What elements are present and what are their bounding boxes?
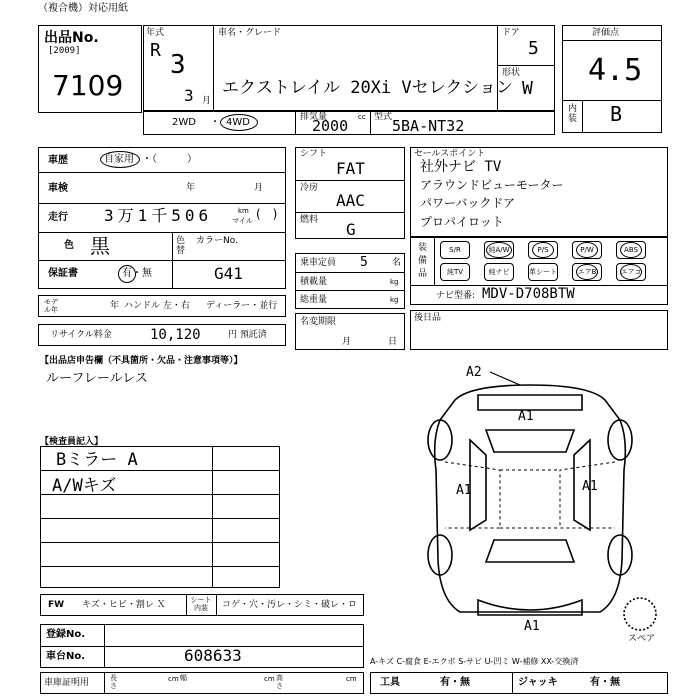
equip-ps: P/S [528, 241, 558, 259]
navi-label: ナビ型番: [436, 291, 476, 301]
recycle-label: リサイクル料金 [50, 330, 112, 340]
shape-value: W [522, 78, 533, 99]
sales-line-1: 社外ナビ TV [420, 159, 502, 175]
cert-unit-1: cm [168, 675, 179, 683]
inspector-line-2: A/Wキズ [52, 476, 117, 496]
drive-2wd: 2WD [172, 117, 196, 128]
cert-label: 車庫証明用 [44, 678, 90, 688]
ac-label: 冷房 [300, 183, 319, 193]
load-label: 積載量 [300, 277, 328, 287]
type-label: 型式 [374, 112, 393, 122]
load-unit: kg [390, 278, 399, 286]
color-code: G41 [214, 264, 243, 283]
displacement-label: 排気量 [300, 112, 328, 122]
mileage-value: 3万1千506 [104, 206, 213, 225]
equip-leather: 革シート [528, 263, 558, 281]
year-era: R [150, 40, 161, 61]
color-code-label: カラーNo. [196, 236, 238, 246]
lot-year-tag: [2009] [48, 46, 81, 56]
recycle-unit: 円 預託済 [228, 330, 267, 340]
displacement-value: 2000 [312, 117, 349, 135]
sales-line-4: プロパイロット [420, 215, 504, 229]
mark-a1-right: A1 [582, 479, 598, 494]
color-value: 黒 [90, 234, 110, 258]
form-title: （複合機）対応用紙 [38, 3, 128, 14]
equip-navi: 純ナビ [484, 263, 514, 281]
capacity-value: 5 [360, 255, 368, 270]
displacement-unit: cc [358, 113, 366, 121]
equipment-label: 装備品 [418, 243, 428, 279]
inspection-label: 車検 [48, 183, 68, 194]
chassis-label: 車台No. [46, 651, 86, 662]
fuel-label: 燃料 [300, 215, 319, 225]
warranty-label: 保証書 [48, 268, 78, 279]
model-year-unit: 年 [110, 301, 120, 311]
capacity-unit: 名 [392, 258, 402, 268]
change-date-day: 日 [388, 337, 398, 347]
equip-aircon: エアコ [616, 263, 646, 281]
spare-label: スペア [628, 634, 656, 644]
notes-label: 後日品 [414, 313, 442, 323]
lot-label: 出品No. [44, 30, 99, 46]
equip-airbag: エアB [572, 263, 602, 281]
repaint-label: 色替 [176, 236, 186, 256]
change-date-label: 名変期限 [300, 317, 337, 327]
shift-value: FAT [336, 159, 365, 178]
mileage-mile: マイル [232, 217, 253, 225]
history-value: 自家用 [104, 154, 134, 165]
interior-label: 内装 [568, 104, 578, 124]
fuel-value: G [346, 220, 356, 239]
inspector-line-1: Bミラー A [56, 450, 138, 470]
door-value: 5 [528, 38, 539, 59]
navi-value: MDV-D708BTW [482, 286, 575, 302]
recycle-value: 10,120 [150, 327, 201, 343]
cert-width: 幅 [180, 674, 187, 682]
seat-label: シート内装 [190, 596, 212, 612]
registration-label: 登録No. [46, 629, 86, 640]
seller-notes-label: 【出品店申告欄（不具箇所・欠品・注意事項等）】 [40, 356, 243, 366]
mark-a1-left: A1 [456, 483, 472, 498]
shape-label: 形状 [502, 68, 521, 78]
seller-notes-text: ルーフレールレス [46, 371, 148, 386]
lot-number: 7109 [52, 69, 124, 102]
capacity-label: 乗車定員 [300, 258, 337, 268]
model-label: 車名・グレード [218, 28, 282, 38]
equip-pw: P/W [572, 241, 602, 259]
year-month-unit: 月 [202, 96, 212, 106]
mark-a2: A2 [466, 365, 482, 380]
cert-unit-3: cm [346, 675, 357, 683]
drive-4wd: 4WD [226, 117, 250, 128]
cert-length: 長さ [110, 674, 117, 690]
interior-value: B [610, 102, 623, 126]
door-label: ドア [502, 28, 520, 38]
sales-line-2: アラウンドビューモーター [420, 178, 564, 192]
handle-label: ハンドル 左・右 [124, 301, 190, 311]
year-month: 3 [184, 86, 194, 105]
mileage-label: 走行 [48, 212, 68, 223]
type-value: 5BA-NT32 [392, 117, 465, 135]
year-label: 年式 [146, 28, 165, 38]
model-year-label: モデル年 [44, 298, 58, 314]
mark-a1-front: A1 [524, 619, 540, 634]
inspector-label: 【検査員記入】 [40, 437, 104, 447]
fw-text: キズ・ヒビ・割レ Ｘ [82, 600, 166, 610]
mark-a1-top: A1 [518, 409, 534, 424]
fw-label: FW [48, 600, 65, 610]
mileage-km: km [238, 207, 249, 215]
cert-unit-2: cm [264, 675, 275, 683]
jack-label: ジャッキ [518, 677, 558, 688]
model-value: エクストレイル 20Xi Vセレクション [222, 78, 513, 98]
sales-label: セールスポイント [414, 149, 486, 159]
change-date-month: 月 [342, 337, 352, 347]
jack-options: 有・無 [590, 677, 620, 688]
equip-tv: 純TV [440, 263, 470, 281]
cert-height: 高さ [276, 674, 283, 690]
weight-label: 総重量 [300, 295, 328, 305]
legend-text: A-キズ C-腐食 E-エクボ S-サビ U-凹ミ W-補修 XX-交換済 [370, 657, 579, 666]
chassis-value: 608633 [184, 646, 242, 665]
equip-abs: ABS [616, 241, 646, 259]
tools-options: 有・無 [440, 677, 470, 688]
warranty-options: 有・無 [122, 268, 152, 279]
year-value: 3 [170, 50, 186, 80]
history-paren: ・（ ） [142, 154, 197, 165]
inspection-month: 月 [254, 183, 264, 193]
ac-value: AAC [336, 191, 365, 210]
sales-line-3: パワーバックドア [420, 196, 516, 210]
equip-aw: 純A/W [484, 241, 514, 259]
score-label: 評価点 [592, 28, 620, 38]
tools-label: 工具 [380, 677, 400, 688]
seat-text: コゲ・穴・汚レ・シミ・破レ・ロ [222, 600, 358, 610]
shift-label: シフト [300, 149, 328, 159]
weight-unit: kg [390, 296, 399, 304]
dealer-label: ディーラー・並行 [206, 301, 278, 311]
inspection-year: 年 [186, 183, 196, 193]
history-label: 車歴 [48, 155, 68, 166]
color-label: 色 [64, 240, 74, 251]
equip-sr: S/R [440, 241, 470, 259]
score-value: 4.5 [588, 53, 643, 88]
